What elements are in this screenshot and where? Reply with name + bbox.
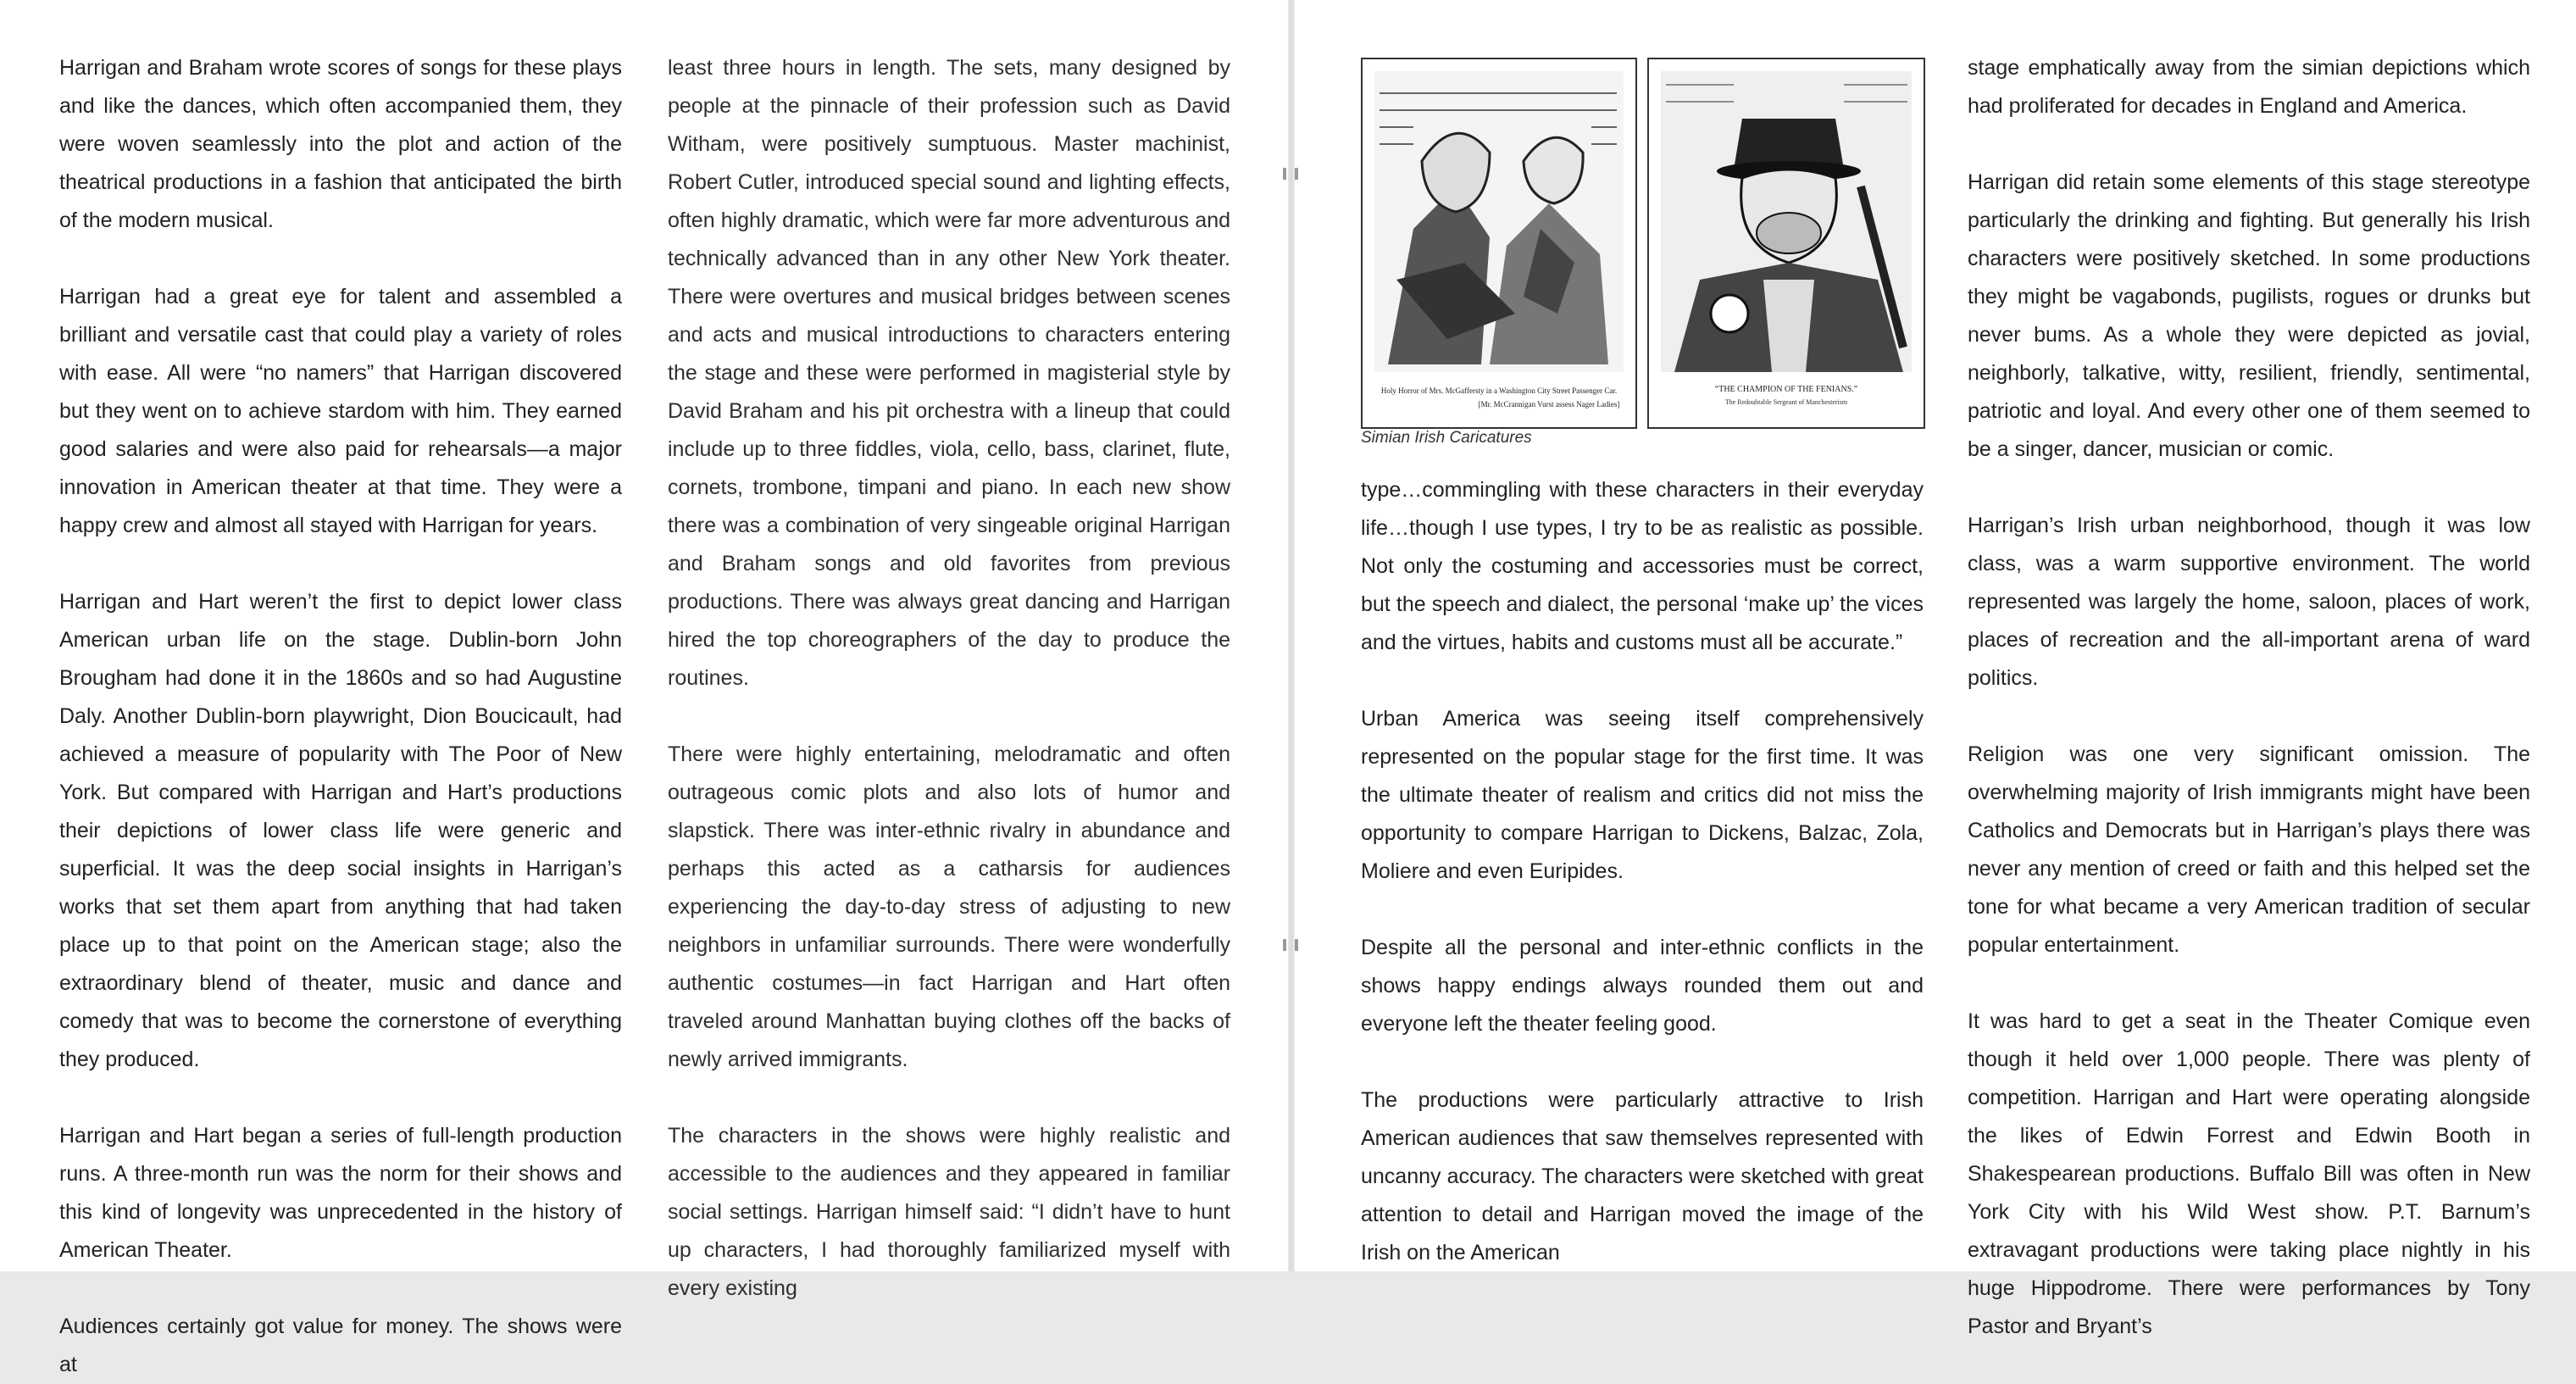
- page-edge-mark: [1295, 168, 1298, 180]
- page-edge-mark: [1283, 168, 1286, 180]
- figure-2-engraved-caption-line-1: “THE CHAMPION OF THE FENIANS.”: [1714, 385, 1858, 394]
- paragraph: The productions were particularly attractive to Irish American audiences that saw themselves represented with uncanny accuracy. The characters were sketched with great attention to detail and Harrigan moved the image of the Irish on the American: [1361, 1088, 1924, 1264]
- paragraph: stage emphatically away from the simian depictions which had proliferated for decades in England and America.: [1968, 56, 2530, 118]
- paragraph: least three hours in length. The sets, many designed by people at the pinnacle of their profession such as David Witham, were positively sumptuous. Master machinist, Robert Cutler, introduced special sound and lighting effects, often highly dramatic, which were far more adventurous and technically advanced than in any other New York theater. There were overtures and musical bridges between scenes and acts and musical introductions to characters entering the stage and these were performed in magisterial style by David Braham and his pit orchestra with a lineup that could include up to three fiddles, viola, cello, bass, clarinet, flute, cornets, trombone, timpani and piano. In each new show there was a combination of very singeable original Harrigan and Braham songs and old favorites from previous productions. There was always great dancing and Harrigan hired the top choreographers of the day to produce the routines.: [668, 56, 1230, 690]
- left-page-column-2: [668, 49, 1230, 1308]
- paragraph: Harrigan did retain some elements of this stage stereotype particularly the drinking and fighting. But generally his Irish characters were positively sketched. In some productions they might be vagabonds, pugilists, rogues or drunks but never bums. As a whole they were depicted as jovial, neighborly, talkative, witty, resilient, friendly, sentimental, patriotic and loyal. And every other one of them seemed to be a singer, dancer, musician or comic.: [1968, 170, 2530, 461]
- figure-1-engraved-caption-line-2: [Mr. McCrannigan Vurst assess Nager Ladies]: [1478, 400, 1620, 409]
- figure-1-engraved-caption-line-1: Holy Horror of Mrs. McGaffersty in a Washington City Street Passenger Car.: [1380, 386, 1618, 395]
- paragraph: Audiences certainly got value for money. The shows were at: [59, 1315, 622, 1376]
- paragraph: Harrigan had a great eye for talent and assembled a brilliant and versatile cast that could play a variety of roles with ease. All were “no namers” that Harrigan discovered but they went on to achieve stardom with him. They earned good salaries and were also paid for rehearsals—a major innovation in American theater at that time. They were a happy crew and almost all stayed with Harrigan for years.: [59, 285, 622, 537]
- right-page: [1295, 0, 2576, 1338]
- figure-caption: Simian Irish Caricatures: [1361, 429, 1532, 447]
- right-page-column-2: [1968, 49, 2530, 1346]
- paragraph: Despite all the personal and inter-ethnic conflicts in the shows happy endings always rounded them out and everyone left the theater feeling good.: [1361, 936, 1924, 1036]
- engraving-illustration-1: [1363, 59, 1635, 427]
- paragraph: Religion was one very significant omission. The overwhelming majority of Irish immigrants might have been Catholics and Democrats but in Harrigan’s plays there was never any mention of creed or faith and this helped set the tone for what became a very American tradition of secular popular entertainment.: [1968, 742, 2530, 957]
- paragraph: type…commingling with these characters in their everyday life…though I use types, I try to be as realistic as possible. Not only the costuming and accessories must be correct, but the speech and dialect, the personal ‘make up’ the vices and the virtues, habits and customs must all be accurate.”: [1361, 478, 1924, 654]
- figure-2-engraved-caption-line-2: The Redoubtable Sergeant of Manchesterism: [1724, 398, 1848, 406]
- page-edge-mark: [1295, 939, 1298, 951]
- page-gutter: [1288, 0, 1295, 1271]
- paragraph: The characters in the shows were highly realistic and accessible to the audiences and they appeared in familiar social settings. Harrigan himself said: “I didn’t have to hunt up characters, I had thoroughly familiarized myself with every existing: [668, 1124, 1230, 1300]
- right-page-column-1: [1361, 471, 1924, 1272]
- paragraph: Harrigan’s Irish urban neighborhood, though it was low class, was a warm supportive environment. The world represented was largely the home, saloon, places of work, places of recreation and the all-important arena of ward politics.: [1968, 514, 2530, 690]
- paragraph: Harrigan and Hart weren’t the first to depict lower class American urban life on the stage. Dublin-born John Brougham had done it in the 1860s and so had Augustine Daly. Another Dublin-born playwright, Dion Boucicault, had achieved a measure of popularity with The Poor of New York. But compared with Harrigan and Hart’s productions their depictions of lower class life were generic and superficial. It was the deep social insights in Harrigan’s works that set them apart from anything that had taken place up to that point on the American stage; also the extraordinary blend of theater, music and dance and comedy that was to become the cornerstone of everything they produced.: [59, 590, 622, 1071]
- caricature-image-2: [1647, 58, 1925, 429]
- caricature-image-1: [1361, 58, 1637, 429]
- left-page: [0, 0, 1288, 1376]
- engraving-illustration-2: [1649, 59, 1924, 427]
- left-page-column-1: [59, 49, 622, 1384]
- paragraph: Urban America was seeing itself comprehensively represented on the popular stage for the first time. It was the ultimate theater of realism and critics did not miss the opportunity to compare Harrigan to Dickens, Balzac, Zola, Moliere and even Euripides.: [1361, 707, 1924, 883]
- paragraph: It was hard to get a seat in the Theater Comique even though it held over 1,000 people. There was plenty of competition. Harrigan and Hart were operating alongside the likes of Edwin Forrest and Edwin Booth in Shakespearean productions. Buffalo Bill was often in New York City with his Wild West show. P.T. Barnum’s extravagant productions were taking place nightly in his huge Hippodrome. There were performances by Tony Pastor and Bryant’s: [1968, 1009, 2530, 1338]
- paragraph: Harrigan and Braham wrote scores of songs for these plays and like the dances, which often accompanied them, they were woven seamlessly into the plot and action of the theatrical productions in a fashion that anticipated the birth of the modern musical.: [59, 56, 622, 232]
- paragraph: Harrigan and Hart began a series of full-length production runs. A three-month run was the norm for their shows and this kind of longevity was unprecedented in the history of American Theater.: [59, 1124, 622, 1262]
- paragraph: There were highly entertaining, melodramatic and often outrageous comic plots and also lots of humor and slapstick. There was inter-ethnic rivalry in abundance and perhaps this acted as a catharsis for audiences experiencing the day-to-day stress of adjusting to new neighbors in unfamiliar surrounds. There were wonderfully authentic costumes—in fact Harrigan and Hart often traveled around Manhattan buying clothes off the backs of newly arrived immigrants.: [668, 742, 1230, 1071]
- page-edge-mark: [1283, 939, 1286, 951]
